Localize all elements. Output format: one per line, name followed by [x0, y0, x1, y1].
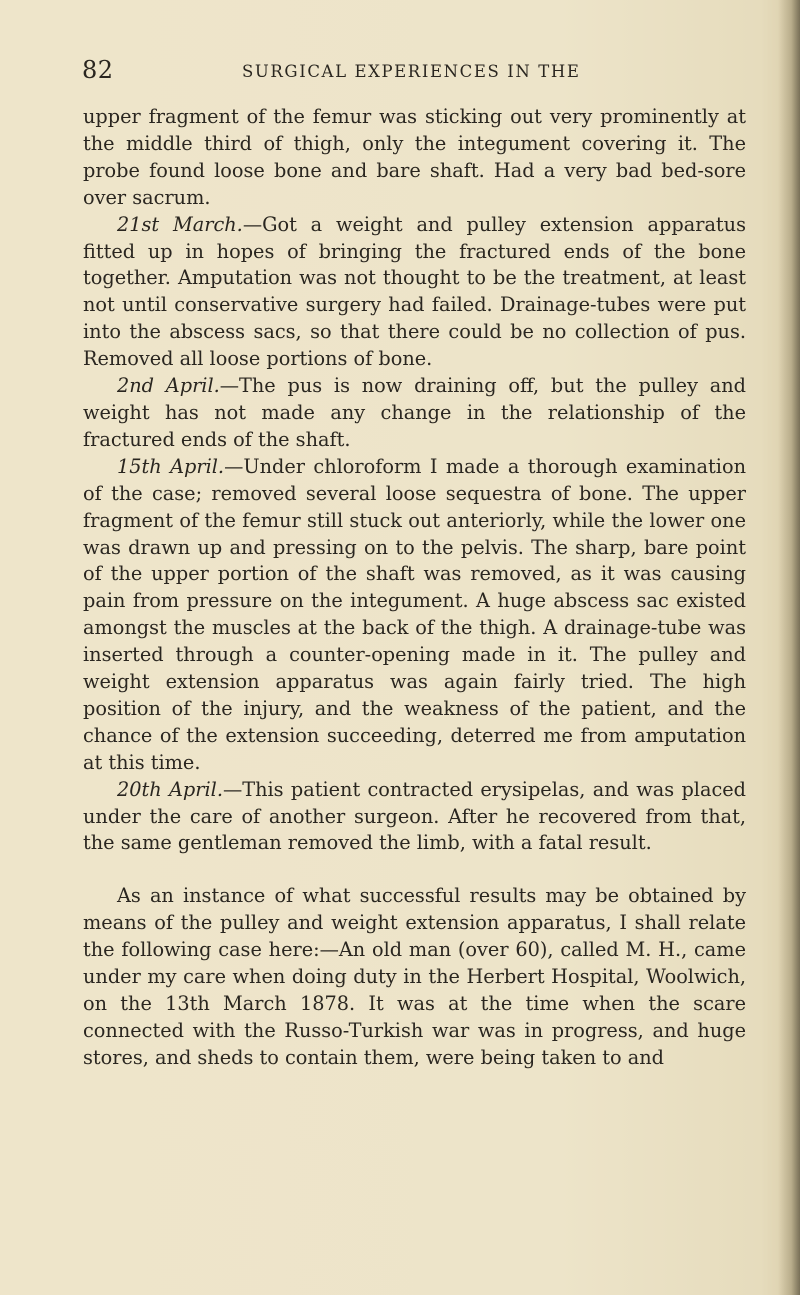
entry-date: 21st March. [117, 212, 243, 236]
page-edge-shadow [778, 0, 800, 1295]
paragraph-new-case [83, 883, 746, 1071]
entry-date: 15th April. [117, 454, 225, 478]
paragraph-entry-20-april [83, 777, 746, 858]
paragraph-entry-15-april [83, 454, 746, 777]
paragraph-text: As an instance of what successful results may be obtained by means of the pulley and weight extension apparatus, I shall relate the following case here:—An old man (over 60), called M. H., came under my care when doing duty in the Herbert Hospital, Woolwich, on the 13th March 1878. It was at the time when the scare connected with the Russo-Turkish war was in progress, and huge stores, and sheds to contain them, were being taken to and [83, 884, 746, 1069]
paragraph-text: —This patient contracted erysipelas, and was placed under the care of another surgeon. After he recovered from that, the same gentleman removed the limb, with a fatal result. [83, 777, 746, 855]
paragraph-text: upper fragment of the femur was sticking out very prominently at the middle third of thigh, only the integument covering it. The probe found loose bone and bare shaft. Had a very bad bed-sore over sacrum. [83, 105, 746, 209]
page-header [72, 56, 752, 90]
paragraph-entry-21-march [83, 212, 746, 373]
body-text [83, 104, 746, 1072]
page-number: 82 [82, 56, 114, 84]
paragraph-text: —The pus is now draining off, but the pulley and weight has not made any change in the relationship of the fractured ends of the shaft. [83, 374, 746, 451]
paragraph-continuation [83, 104, 746, 212]
paragraph-text: —Got a weight and pulley extension apparatus fitted up in hopes of bringing the fractured ends of the bone together. Amputation was not thought to be the treatment, at least not until conservative surgery had failed. Drainage-tubes were put into the abscess sacs, so that there could be no collection of pus. Removed all loose portions of bone. [83, 212, 746, 371]
paragraph-text: —Under chloroform I made a thorough examination of the case; removed several loose sequestra of bone. The upper fragment of the femur still stuck out anteriorly, while the lower one was drawn up and pressing on to the pelvis. The sharp, bare point of the upper portion of the shaft was removed, as it was causing pain from pressure on the integument. A huge abscess sac existed amongst the muscles at the back of the thigh. A drainage-tube was inserted through a counter-opening made in it. The pulley and weight extension apparatus was again fairly tried. The high position of the injury, and the weakness of the patient, and the chance of the extension succeeding, deterred me from amputation at this time. [83, 454, 746, 774]
entry-date: 20th April. [117, 777, 223, 801]
paragraph-entry-2-april [83, 373, 746, 454]
running-head: SURGICAL EXPERIENCES IN THE [242, 62, 581, 81]
entry-date: 2nd April. [117, 374, 220, 398]
